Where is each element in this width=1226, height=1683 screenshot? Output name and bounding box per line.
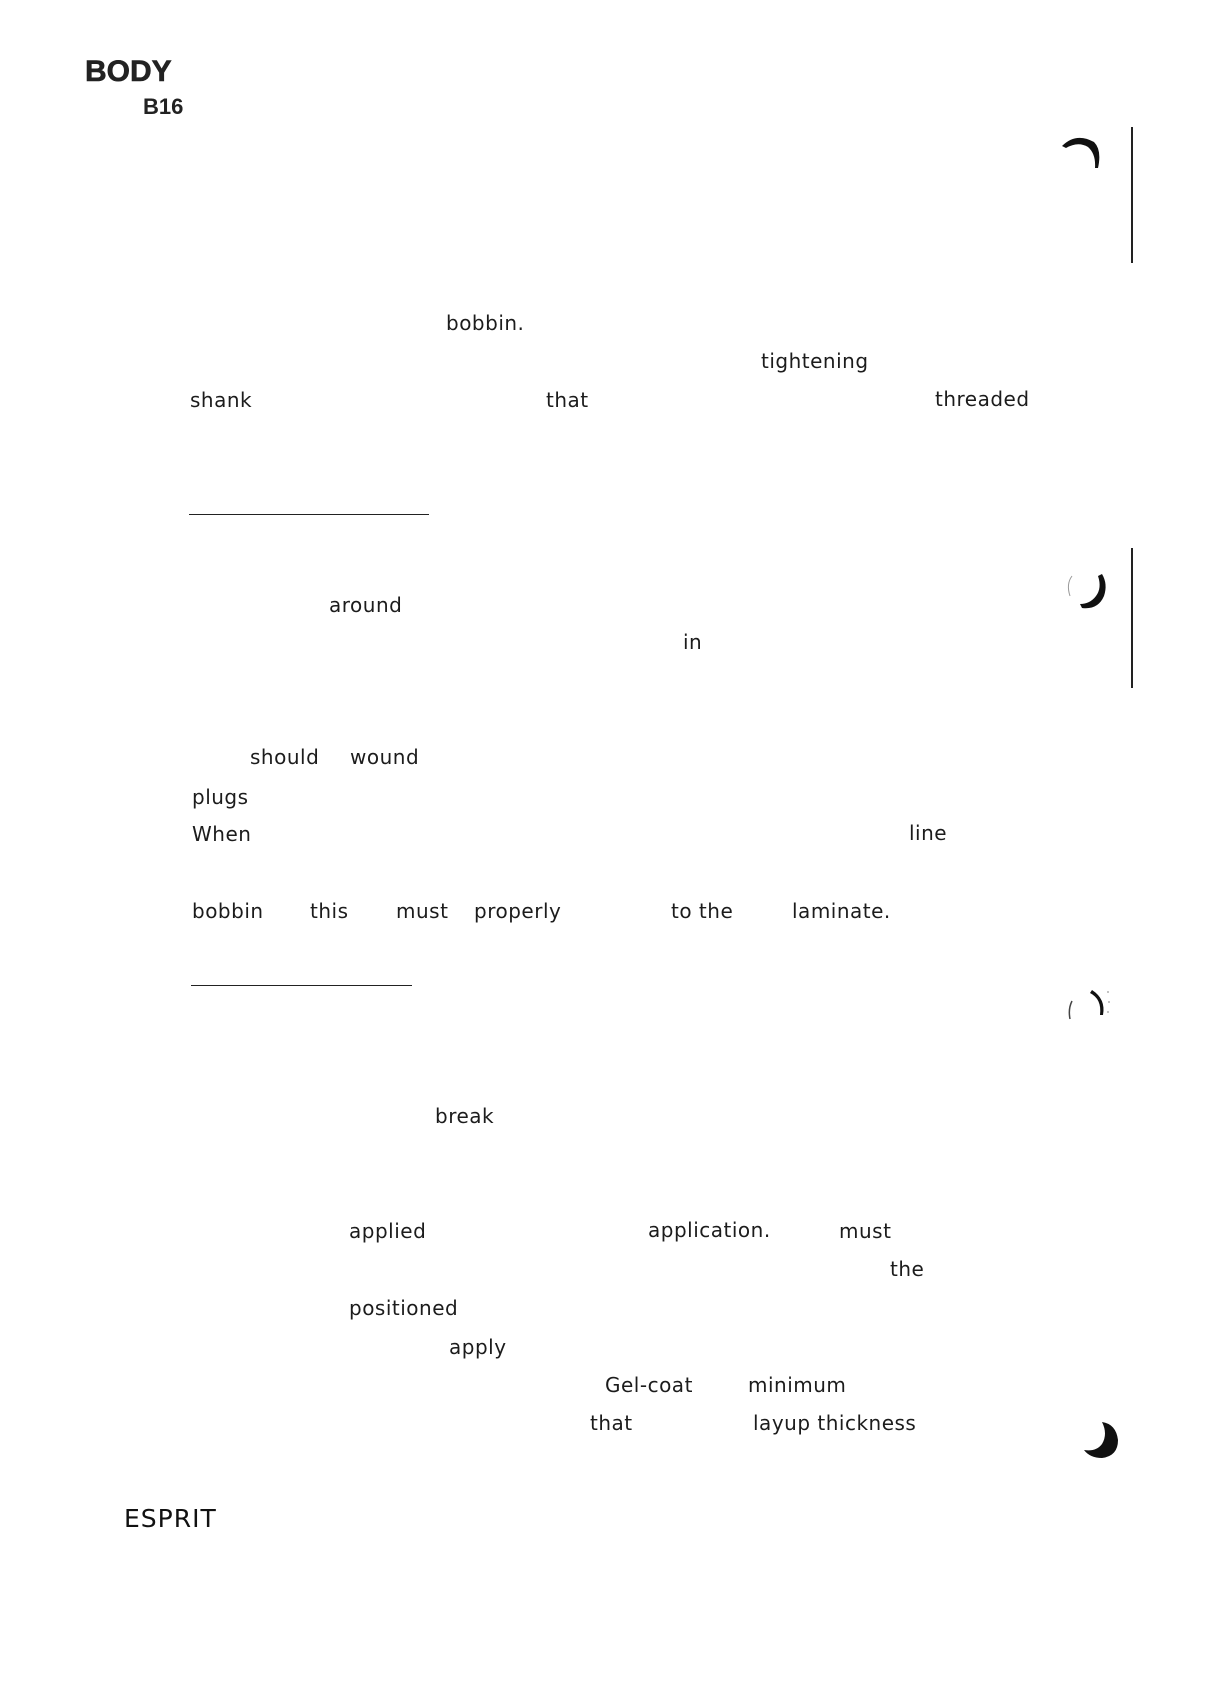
word-bobbin: bobbin. — [446, 311, 525, 335]
punch-hole-icon — [1062, 570, 1114, 614]
word-bobbin-2: bobbin — [192, 899, 264, 923]
word-that-2: that — [590, 1411, 633, 1435]
punch-hole-icon — [1058, 134, 1104, 174]
word-applied: applied — [349, 1219, 427, 1243]
word-should: should — [250, 745, 320, 769]
word-tightening: tightening — [761, 349, 869, 373]
word-break: break — [435, 1104, 495, 1128]
word-the: the — [890, 1257, 925, 1281]
word-minimum: minimum — [748, 1373, 847, 1397]
word-line: line — [909, 821, 948, 845]
word-layup-thickness: layup thickness — [753, 1411, 917, 1435]
word-shank: shank — [190, 388, 253, 412]
word-wound: wound — [350, 745, 420, 769]
word-apply: apply — [449, 1335, 507, 1359]
word-laminate: laminate. — [792, 899, 891, 923]
punch-hole-icon — [1078, 1418, 1122, 1464]
word-threaded: threaded — [935, 387, 1030, 411]
section-rule — [189, 514, 429, 515]
word-must-2: must — [839, 1219, 892, 1243]
word-positioned: positioned — [349, 1296, 459, 1320]
section-title: BODY — [85, 55, 172, 88]
word-properly: properly — [474, 899, 562, 923]
word-application: application. — [648, 1218, 771, 1242]
word-gel-coat: Gel-coat — [605, 1373, 693, 1397]
word-to-the: to the — [671, 899, 734, 923]
margin-bar-middle — [1131, 548, 1133, 688]
word-around: around — [329, 593, 403, 617]
margin-bar-top — [1131, 127, 1133, 263]
word-this: this — [310, 899, 349, 923]
word-when: When — [192, 822, 252, 846]
word-in: in — [683, 630, 703, 654]
word-that: that — [546, 388, 589, 412]
punch-hole-icon — [1060, 985, 1114, 1027]
word-plugs: plugs — [192, 785, 249, 809]
word-must: must — [396, 899, 449, 923]
brand-logo: ESPRIT — [124, 1504, 217, 1533]
section-rule — [191, 985, 412, 986]
page-number: B16 — [143, 94, 184, 119]
